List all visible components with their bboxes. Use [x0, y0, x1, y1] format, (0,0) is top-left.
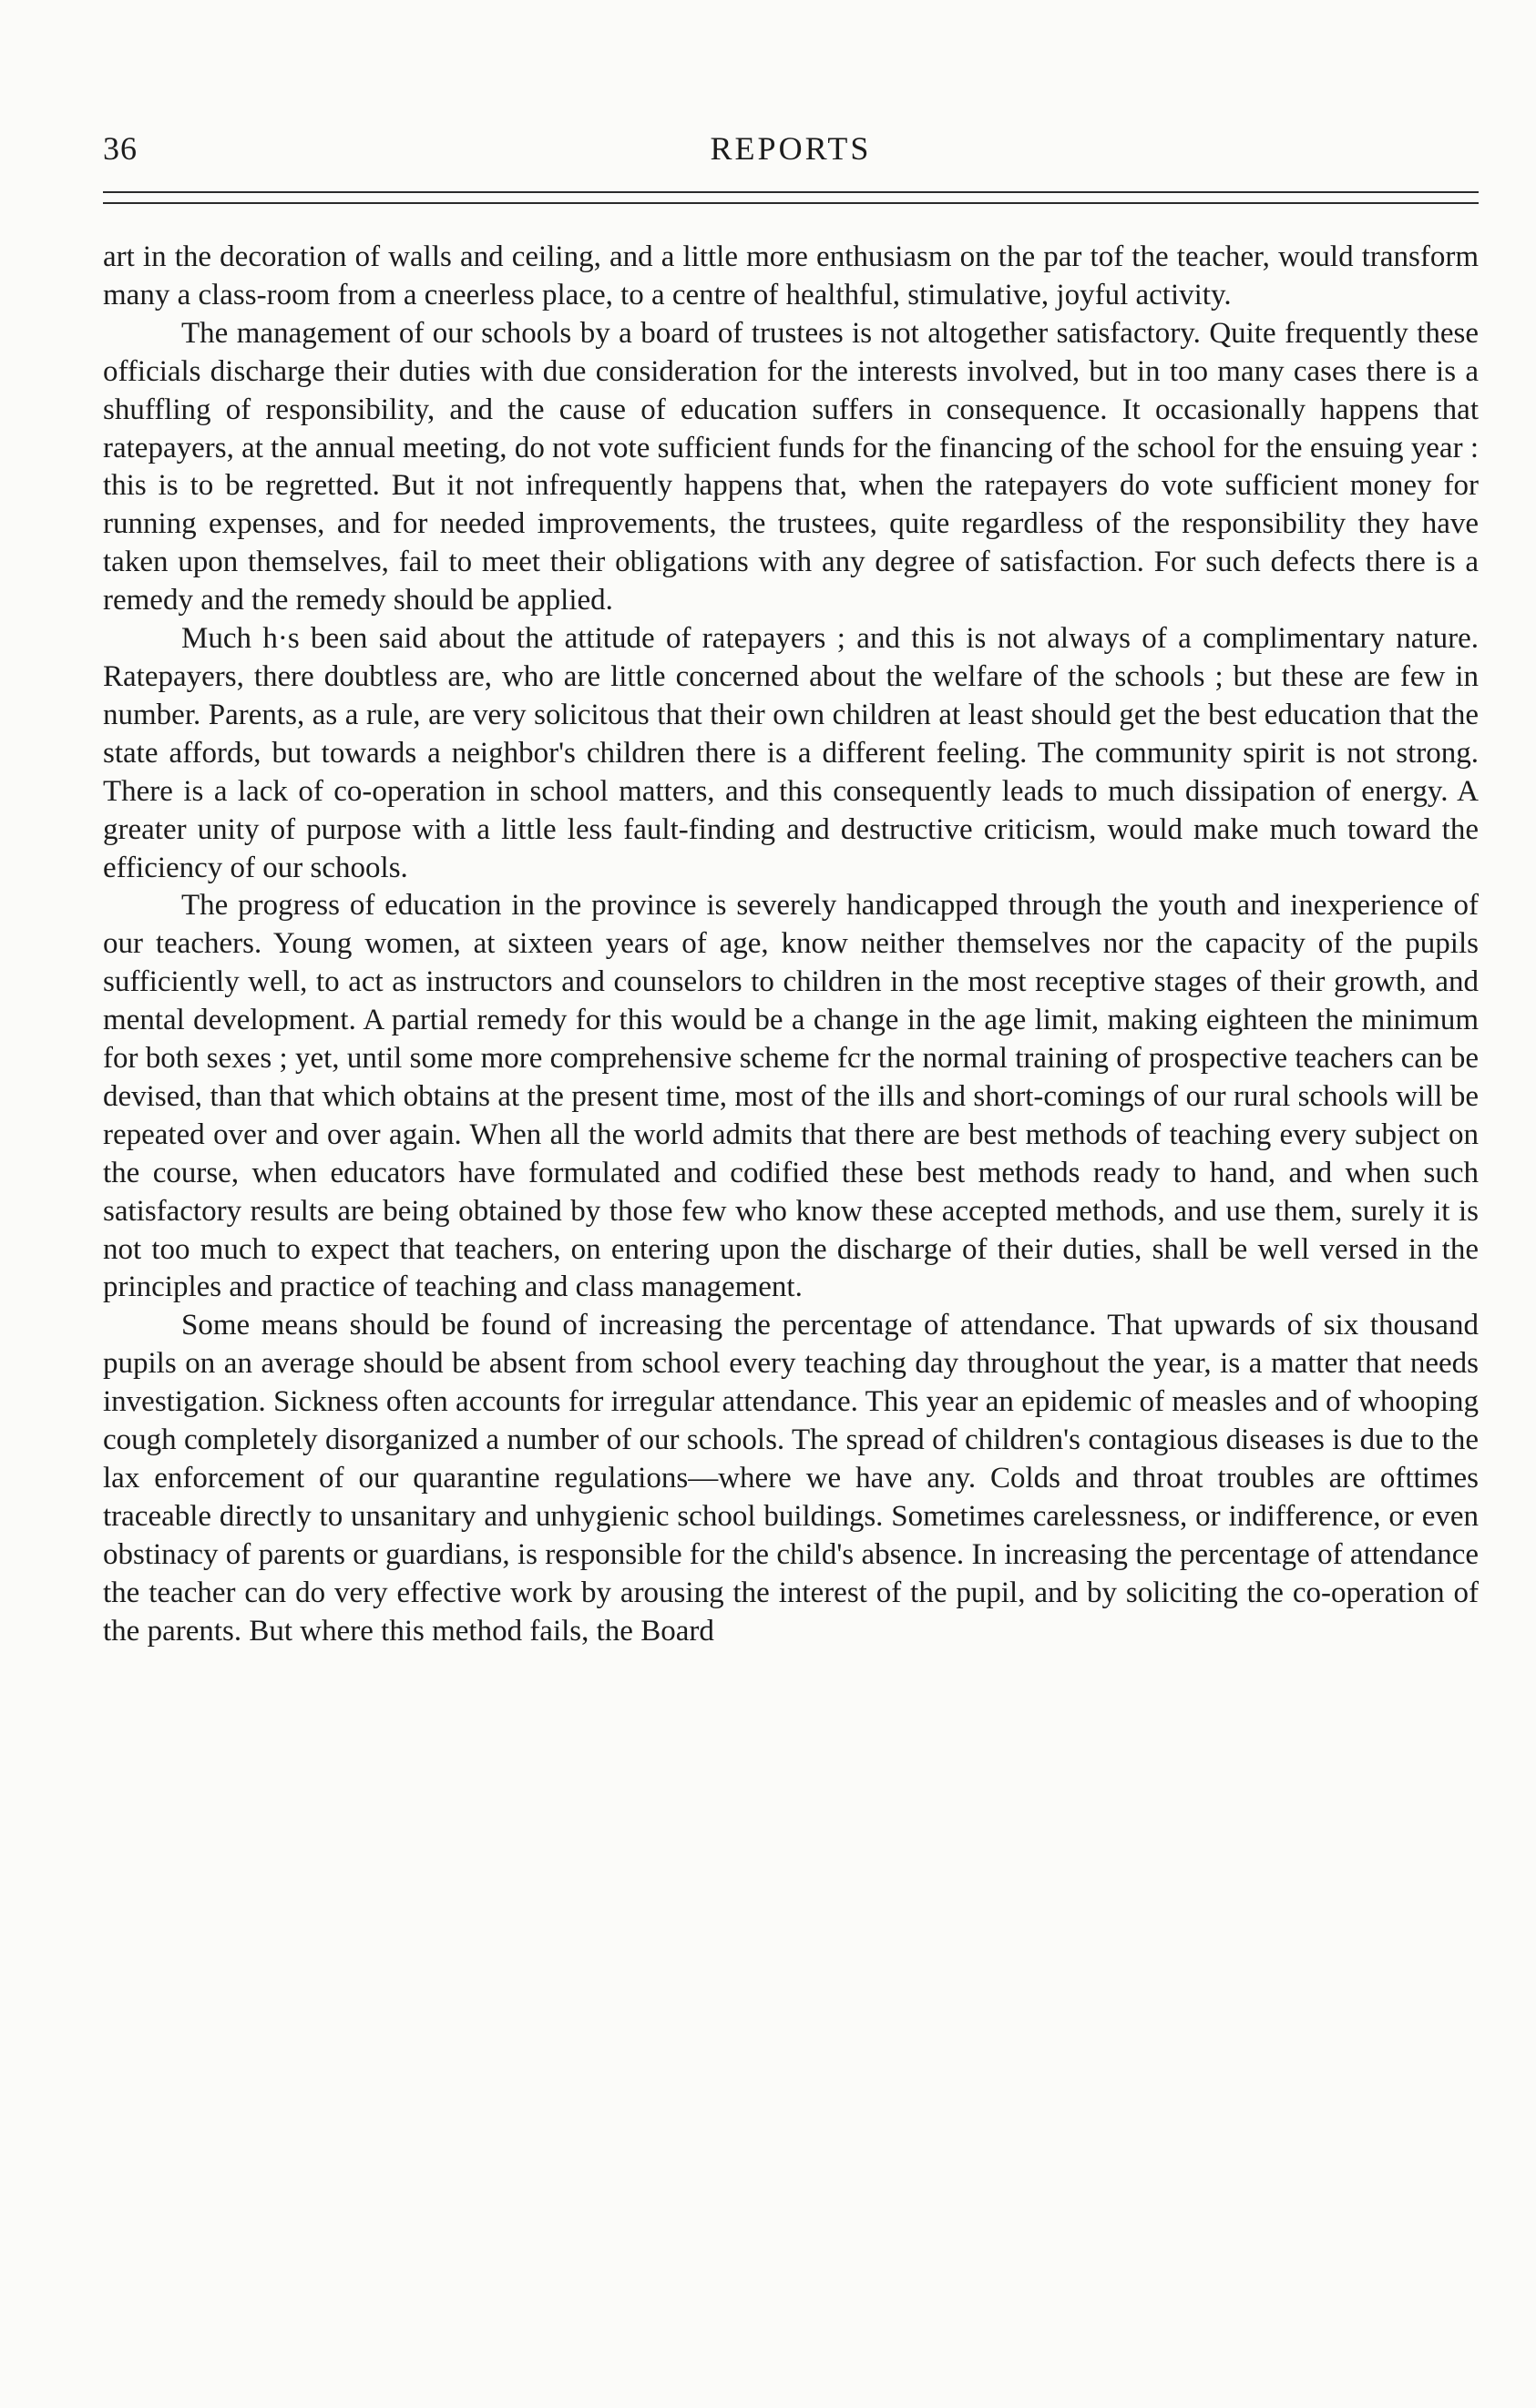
running-head: REPORTS [710, 130, 872, 167]
paragraph-ratepayers: Much h·s been said about the attitude of ratepayers ; and this is not always of a complimentary nature. Ratepayers, there doubtless are, who are little concerned about the welfare of the schools ; but these are few in number. Parents, as a rule, are very solicitous that their own children at least should get the best education that the state affords, but towards a neighbor's children there is a different feeling. The community spirit is not strong. There is a lack of co-operation in school matters, and this consequently leads to much dissipation of energy. A greater unity of purpose with a little less fault-finding and destructive criticism, would make much toward the efficiency of our schools. [103, 622, 1479, 884]
paragraph-attendance: Some means should be found of increasing the percentage of attendance. That upwards of six thousand pupils on an average should be absent from school every teaching day throughout the year, is a matter that needs investigation. Sickness often accounts for irregular attendance. This year an epidemic of measles and of whooping cough completely disorganized a number of our schools. The spread of children's contagious diseases is due to the lax enforcement of our quarantine regulations—where we have any. Colds and throat troubles are ofttimes traceable directly to unsanitary and unhygienic school buildings. Sometimes carelessness, or indifference, or even obstinacy of parents or guardians, is responsible for the child's absence. In increasing the percentage of attendance the teacher can do very effective work by arousing the interest of the pupil, and by soliciting the co-operation of the parents. But where this method fails, the Board [103, 1309, 1479, 1648]
page-number: 36 [103, 130, 138, 167]
paragraph-continued: art in the decoration of walls and ceiling, and a little more enthusiasm on the par tof the teacher, would transform many a class-room from a cneerless place, to a centre of healthful, stimulative, joyful activity. [103, 240, 1479, 311]
header-rule-bottom [103, 202, 1479, 204]
body-text [103, 239, 1479, 1651]
paragraph-trustees: The management of our schools by a board of trustees is not altogether satisfactory. Quite frequently these officials discharge their duties with due consideration for the interests involved, but in too many cases there is a shuffling of responsibility, and the cause of education suffers in consequence. It occasionally happens that ratepayers, at the annual meeting, do not vote sufficient funds for the financing of the school for the ensuing year : this is to be regretted. But it not infrequently happens that, when the ratepayers do vote sufficient money for running expenses, and for needed improvements, the trustees, quite regardless of the responsibility they have taken upon themselves, fail to meet their obligations with any degree of satisfaction. For such defects there is a remedy and the remedy should be applied. [103, 316, 1479, 617]
paragraph-teachers: The progress of education in the province is severely handicapped through the youth and inexperience of our teachers. Young women, at sixteen years of age, know neither themselves nor the capacity of the pupils sufficiently well, to act as instructors and counselors to children in the most receptive stages of their growth, and mental development. A partial remedy for this would be a change in the age limit, making eighteen the minimum for both sexes ; yet, until some more comprehensive scheme fcr the normal training of prospective teachers can be devised, than that which obtains at the present time, most of the ills and short-comings of our rural schools will be repeated over and over again. When all the world admits that there are best methods of teaching every subject on the course, when educators have formulated and codified these best methods ready to hand, and when such satisfactory results are being obtained by those few who know these accepted methods, and use them, surely it is not too much to expect that teachers, on entering upon the discharge of their duties, shall be well versed in the principles and practice of teaching and class management. [103, 889, 1479, 1304]
header-rule-top [103, 191, 1479, 193]
page-header [103, 129, 1479, 175]
